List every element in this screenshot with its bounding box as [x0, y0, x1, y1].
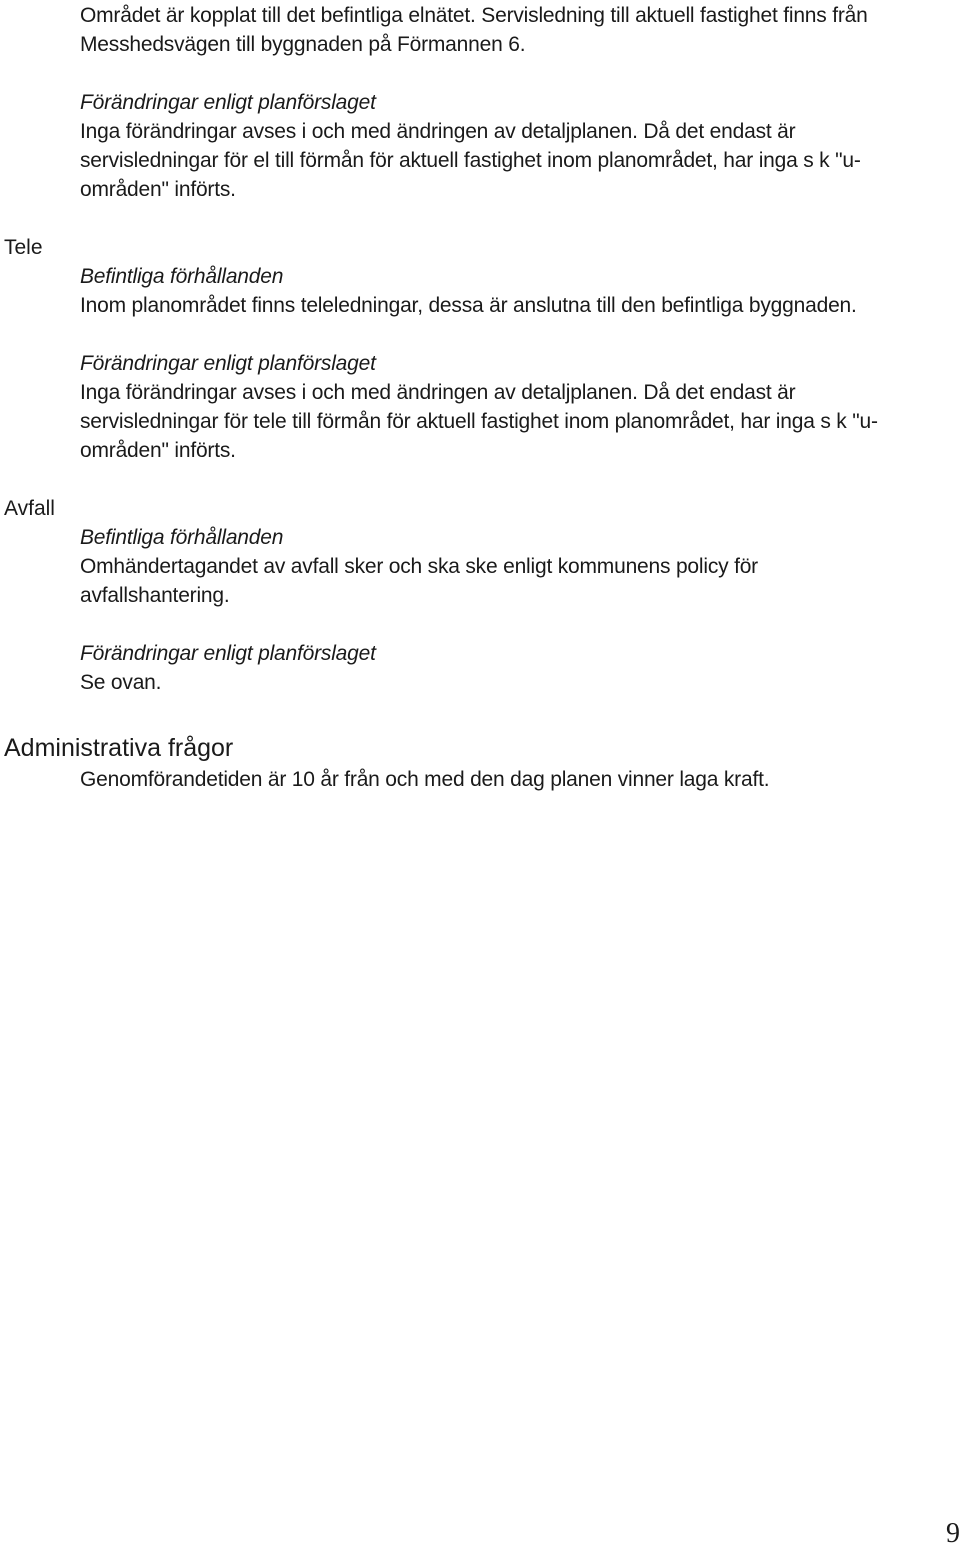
avfall-existing-heading: Befintliga förhållanden — [80, 526, 284, 549]
el-changes-heading: Förändringar enligt planförslaget — [80, 91, 376, 114]
page-number: 9 — [946, 1518, 960, 1549]
tele-changes-text: Inga förändringar avses i och med ändringen av detaljplanen. Då det endast är servisledningar för tele till förmån för aktuell fastighet inom planområdet, har inga s k "u-områden" införts. — [80, 381, 878, 462]
avfall-changes-heading: Förändringar enligt planförslaget — [80, 642, 376, 665]
tele-label: Tele — [4, 236, 43, 259]
avfall-existing-text: Omhändertagandet av avfall sker och ska ske enligt kommunens policy för avfallshantering. — [80, 555, 758, 607]
el-changes-text: Inga förändringar avses i och med ändringen av detaljplanen. Då det endast är servisledningar för el till förmån för aktuell fastighet inom planområdet, har inga s k "u-områden" införts. — [80, 120, 861, 201]
tele-existing-heading: Befintliga förhållanden — [80, 265, 284, 288]
administrativa-text: Genomförandetiden är 10 år från och med den dag planen vinner laga kraft. — [80, 768, 770, 791]
administrativa-heading: Administrativa frågor — [4, 734, 234, 762]
avfall-changes-text: Se ovan. — [80, 671, 162, 694]
tele-existing-text: Inom planområdet finns teleledningar, dessa är anslutna till den befintliga byggnaden. — [80, 294, 857, 317]
avfall-label: Avfall — [4, 497, 55, 520]
tele-changes-heading: Förändringar enligt planförslaget — [80, 352, 376, 375]
el-existing-text: Området är kopplat till det befintliga elnätet. Servisledning till aktuell fastighet finns från Messhedsvägen till byggnaden på Förmannen 6. — [80, 4, 868, 56]
